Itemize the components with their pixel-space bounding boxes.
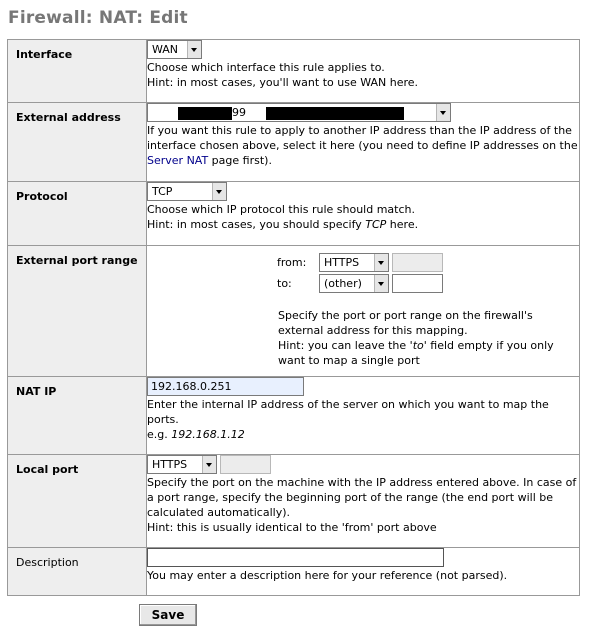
chevron-down-icon bbox=[212, 183, 226, 200]
interface-select-value: WAN bbox=[152, 43, 179, 56]
port-range-row bbox=[8, 246, 580, 377]
local-port-help bbox=[147, 475, 579, 535]
interface-select[interactable] bbox=[147, 40, 202, 59]
protocol-hint-text bbox=[147, 217, 579, 232]
description-row bbox=[8, 548, 580, 596]
protocol-hint-end: here. bbox=[386, 218, 419, 231]
local-port-hint-text: Hint: this is usually identical to the 'from' port above bbox=[147, 521, 437, 534]
external-address-label: External address bbox=[8, 103, 147, 182]
external-address-help-text: If you want this rule to apply to another IP address than the IP address of the interface chosen above, select it here (you need to define IP addresses on the bbox=[147, 124, 578, 152]
protocol-label: Protocol bbox=[8, 182, 147, 246]
port-range-help bbox=[277, 308, 579, 368]
local-port-select[interactable] bbox=[147, 455, 217, 474]
nat-ip-help bbox=[147, 397, 579, 442]
nat-ip-label: NAT IP bbox=[8, 377, 147, 455]
local-port-value: HTTPS bbox=[152, 458, 188, 471]
protocol-hint-em: TCP bbox=[365, 218, 387, 231]
chevron-down-icon bbox=[436, 104, 450, 121]
port-to-value: (other) bbox=[324, 277, 362, 290]
local-port-line bbox=[147, 455, 579, 474]
port-range-label: External port range bbox=[8, 246, 147, 377]
port-range-hint-start: Hint: you can leave the bbox=[278, 339, 410, 352]
port-to-input[interactable] bbox=[392, 274, 443, 293]
description-help: You may enter a description here for your reference (not parsed). bbox=[147, 569, 508, 582]
port-to-line bbox=[277, 274, 579, 293]
external-address-help-end: page first). bbox=[208, 154, 272, 167]
interface-help-text: Choose which interface this rule applies to. bbox=[147, 61, 385, 74]
local-port-label: Local port bbox=[8, 455, 147, 548]
interface-row bbox=[8, 40, 580, 103]
nat-edit-form bbox=[7, 39, 580, 596]
external-address-select[interactable] bbox=[147, 103, 451, 122]
port-to-label: to: bbox=[277, 277, 292, 290]
port-from-select[interactable] bbox=[319, 253, 389, 272]
page-title: Firewall: NAT: Edit bbox=[8, 8, 188, 28]
redacted-block bbox=[178, 107, 232, 120]
description-label: Description bbox=[8, 548, 147, 596]
protocol-help bbox=[147, 202, 579, 232]
external-address-value: 99 bbox=[232, 106, 246, 119]
external-address-row bbox=[8, 103, 580, 182]
nat-ip-example-prefix: e.g. bbox=[147, 428, 172, 441]
port-range-help-text: Specify the port or port range on the firewall's external address for this mapping. bbox=[278, 309, 533, 337]
chevron-down-icon bbox=[187, 41, 201, 58]
port-from-value: HTTPS bbox=[324, 256, 360, 269]
nat-ip-help-text: Enter the internal IP address of the server on which you want to map the ports. bbox=[147, 398, 549, 426]
protocol-row bbox=[8, 182, 580, 246]
protocol-select-value: TCP bbox=[152, 185, 173, 198]
nat-ip-example-value: 192.168.1.12 bbox=[171, 428, 245, 441]
chevron-down-icon bbox=[374, 254, 388, 271]
local-port-row bbox=[8, 455, 580, 548]
redacted-block bbox=[266, 107, 404, 120]
port-range-hint-em: 'to' bbox=[409, 339, 427, 352]
description-input[interactable] bbox=[147, 548, 444, 567]
local-port-input[interactable] bbox=[220, 455, 271, 474]
server-nat-link[interactable]: Server NAT bbox=[147, 154, 209, 167]
port-from-input[interactable] bbox=[392, 253, 443, 272]
chevron-down-icon bbox=[374, 275, 388, 292]
port-from-label: from: bbox=[277, 256, 307, 269]
interface-hint-text: Hint: in most cases, you'll want to use WAN here. bbox=[147, 76, 419, 89]
nat-ip-input[interactable]: 192.168.0.251 bbox=[147, 377, 304, 396]
local-port-help-text: Specify the port on the machine with the IP address entered above. In case of a port range, specify the beginning port of the range (the end port will be calculated automatically). bbox=[147, 476, 577, 519]
interface-label: Interface bbox=[8, 40, 147, 103]
external-address-help bbox=[147, 123, 579, 168]
chevron-down-icon bbox=[202, 456, 216, 473]
protocol-hint-start: Hint: in most cases, you should specify bbox=[147, 218, 366, 231]
port-range-hint-text bbox=[278, 338, 579, 368]
nat-ip-row bbox=[8, 377, 580, 455]
nat-ip-example bbox=[147, 427, 579, 442]
protocol-select[interactable] bbox=[147, 182, 227, 201]
save-button[interactable]: Save bbox=[139, 604, 197, 626]
port-from-line bbox=[277, 253, 579, 272]
port-to-select[interactable] bbox=[319, 274, 389, 293]
interface-help bbox=[147, 60, 579, 90]
protocol-help-text: Choose which IP protocol this rule should match. bbox=[147, 203, 415, 216]
port-range-hint-end: field empty if you only want to map a single port bbox=[278, 339, 554, 367]
